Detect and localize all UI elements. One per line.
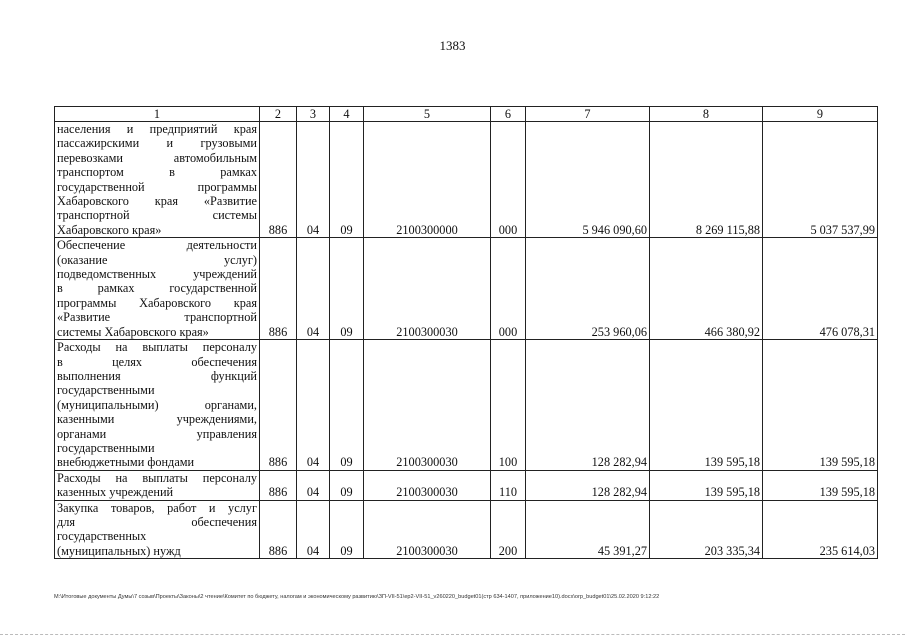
- table-row: [55, 500, 878, 559]
- document-path-footer: M:\Итоговые документы Думы\7 созыв\Проекты\Законы\2 чтение\Комитет по бюджету, налогам и экономическому развитию\ЗП-VII-51\ер2-VII-51_v260220_budget01(стр 634-1407, приложение10).docx\orp_budget01\25.02.2020 9:12:22: [54, 594, 660, 600]
- description-line: системы Хабаровского края»: [57, 324, 209, 339]
- table-row: [55, 340, 878, 471]
- admin-code-cell: 886: [260, 470, 297, 500]
- description-line: выполнения функций: [57, 368, 257, 383]
- column-header-2: 2: [260, 107, 297, 122]
- expense-type-cell: 200: [491, 500, 526, 559]
- table-body: [55, 122, 878, 559]
- description-line: перевозками автомобильным: [57, 150, 257, 165]
- amount-col9-cell: 139 595,18: [763, 470, 878, 500]
- amount-col9-cell: 5 037 537,99: [763, 122, 878, 238]
- amount-col7-cell: 45 391,27: [526, 500, 650, 559]
- description-line: пассажирскими и грузовыми: [57, 136, 257, 151]
- description-line: Хабаровского края «Развитие: [57, 194, 257, 209]
- description-line: казенных учреждений: [57, 485, 174, 500]
- description-cell: [55, 238, 260, 340]
- description-line: (муниципальными) органами,: [57, 397, 257, 412]
- description-line: (оказание услуг): [57, 252, 257, 267]
- admin-code-cell: 886: [260, 500, 297, 559]
- column-header-6: 6: [491, 107, 526, 122]
- table-row: [55, 238, 878, 340]
- expense-type-cell: 000: [491, 122, 526, 238]
- description-line: государственных: [57, 529, 147, 544]
- column-header-5: 5: [364, 107, 491, 122]
- description-line: программы Хабаровского края: [57, 295, 257, 310]
- subsection-cell: 09: [330, 500, 364, 559]
- expense-type-cell: 110: [491, 470, 526, 500]
- description-line: Хабаровского края»: [57, 222, 162, 237]
- description-cell: [55, 340, 260, 471]
- target-article-cell: 2100300030: [364, 500, 491, 559]
- description-line: государственной программы: [57, 179, 257, 194]
- column-header-1: 1: [55, 107, 260, 122]
- description-cell: [55, 470, 260, 500]
- amount-col7-cell: 128 282,94: [526, 340, 650, 471]
- amount-col8-cell: 466 380,92: [650, 238, 763, 340]
- description-line: транспортом в рамках: [57, 165, 257, 180]
- target-article-cell: 2100300030: [364, 340, 491, 471]
- target-article-cell: 2100300000: [364, 122, 491, 238]
- amount-col9-cell: 139 595,18: [763, 340, 878, 471]
- amount-col8-cell: 139 595,18: [650, 340, 763, 471]
- target-article-cell: 2100300030: [364, 470, 491, 500]
- description-line: государственными: [57, 440, 155, 455]
- amount-col7-cell: 5 946 090,60: [526, 122, 650, 238]
- subsection-cell: 09: [330, 470, 364, 500]
- expense-type-cell: 100: [491, 340, 526, 471]
- description-line: государственными: [57, 383, 155, 398]
- column-header-8: 8: [650, 107, 763, 122]
- amount-col9-cell: 235 614,03: [763, 500, 878, 559]
- amount-col8-cell: 139 595,18: [650, 470, 763, 500]
- description-line: в рамках государственной: [57, 281, 257, 296]
- column-header-9: 9: [763, 107, 878, 122]
- description-line: подведомственных учреждений: [57, 267, 257, 282]
- description-line: внебюджетными фондами: [57, 455, 195, 470]
- admin-code-cell: 886: [260, 122, 297, 238]
- admin-code-cell: 886: [260, 340, 297, 471]
- description-line: (муниципальных) нужд: [57, 543, 181, 558]
- description-line: органами управления: [57, 426, 257, 441]
- section-cell: 04: [297, 122, 330, 238]
- budget-table: [54, 106, 878, 559]
- description-line: Закупка товаров, работ и услуг: [57, 500, 257, 515]
- section-cell: 04: [297, 238, 330, 340]
- description-line: казенными учреждениями,: [57, 412, 257, 427]
- subsection-cell: 09: [330, 340, 364, 471]
- subsection-cell: 09: [330, 122, 364, 238]
- expense-type-cell: 000: [491, 238, 526, 340]
- amount-col9-cell: 476 078,31: [763, 238, 878, 340]
- description-line: Расходы на выплаты персоналу: [57, 340, 257, 355]
- description-line: транспортной системы: [57, 208, 257, 223]
- description-line: для обеспечения: [57, 514, 257, 529]
- amount-col8-cell: 8 269 115,88: [650, 122, 763, 238]
- description-line: Обеспечение деятельности: [57, 238, 257, 253]
- amount-col8-cell: 203 335,34: [650, 500, 763, 559]
- description-line: населения и предприятий края: [57, 122, 257, 136]
- section-cell: 04: [297, 470, 330, 500]
- scan-edge-line: [0, 634, 905, 636]
- description-cell: [55, 122, 260, 238]
- header-row: [55, 107, 878, 122]
- table-row: [55, 470, 878, 500]
- admin-code-cell: 886: [260, 238, 297, 340]
- description-line: «Развитие транспортной: [57, 310, 257, 325]
- description-line: Расходы на выплаты персоналу: [57, 470, 257, 485]
- description-cell: [55, 500, 260, 559]
- amount-col7-cell: 253 960,06: [526, 238, 650, 340]
- column-header-3: 3: [297, 107, 330, 122]
- target-article-cell: 2100300030: [364, 238, 491, 340]
- description-line: в целях обеспечения: [57, 354, 257, 369]
- section-cell: 04: [297, 340, 330, 471]
- column-header-7: 7: [526, 107, 650, 122]
- table-header: [55, 107, 878, 122]
- subsection-cell: 09: [330, 238, 364, 340]
- section-cell: 04: [297, 500, 330, 559]
- page-number: 1383: [439, 38, 466, 53]
- table-row: [55, 122, 878, 238]
- column-header-4: 4: [330, 107, 364, 122]
- amount-col7-cell: 128 282,94: [526, 470, 650, 500]
